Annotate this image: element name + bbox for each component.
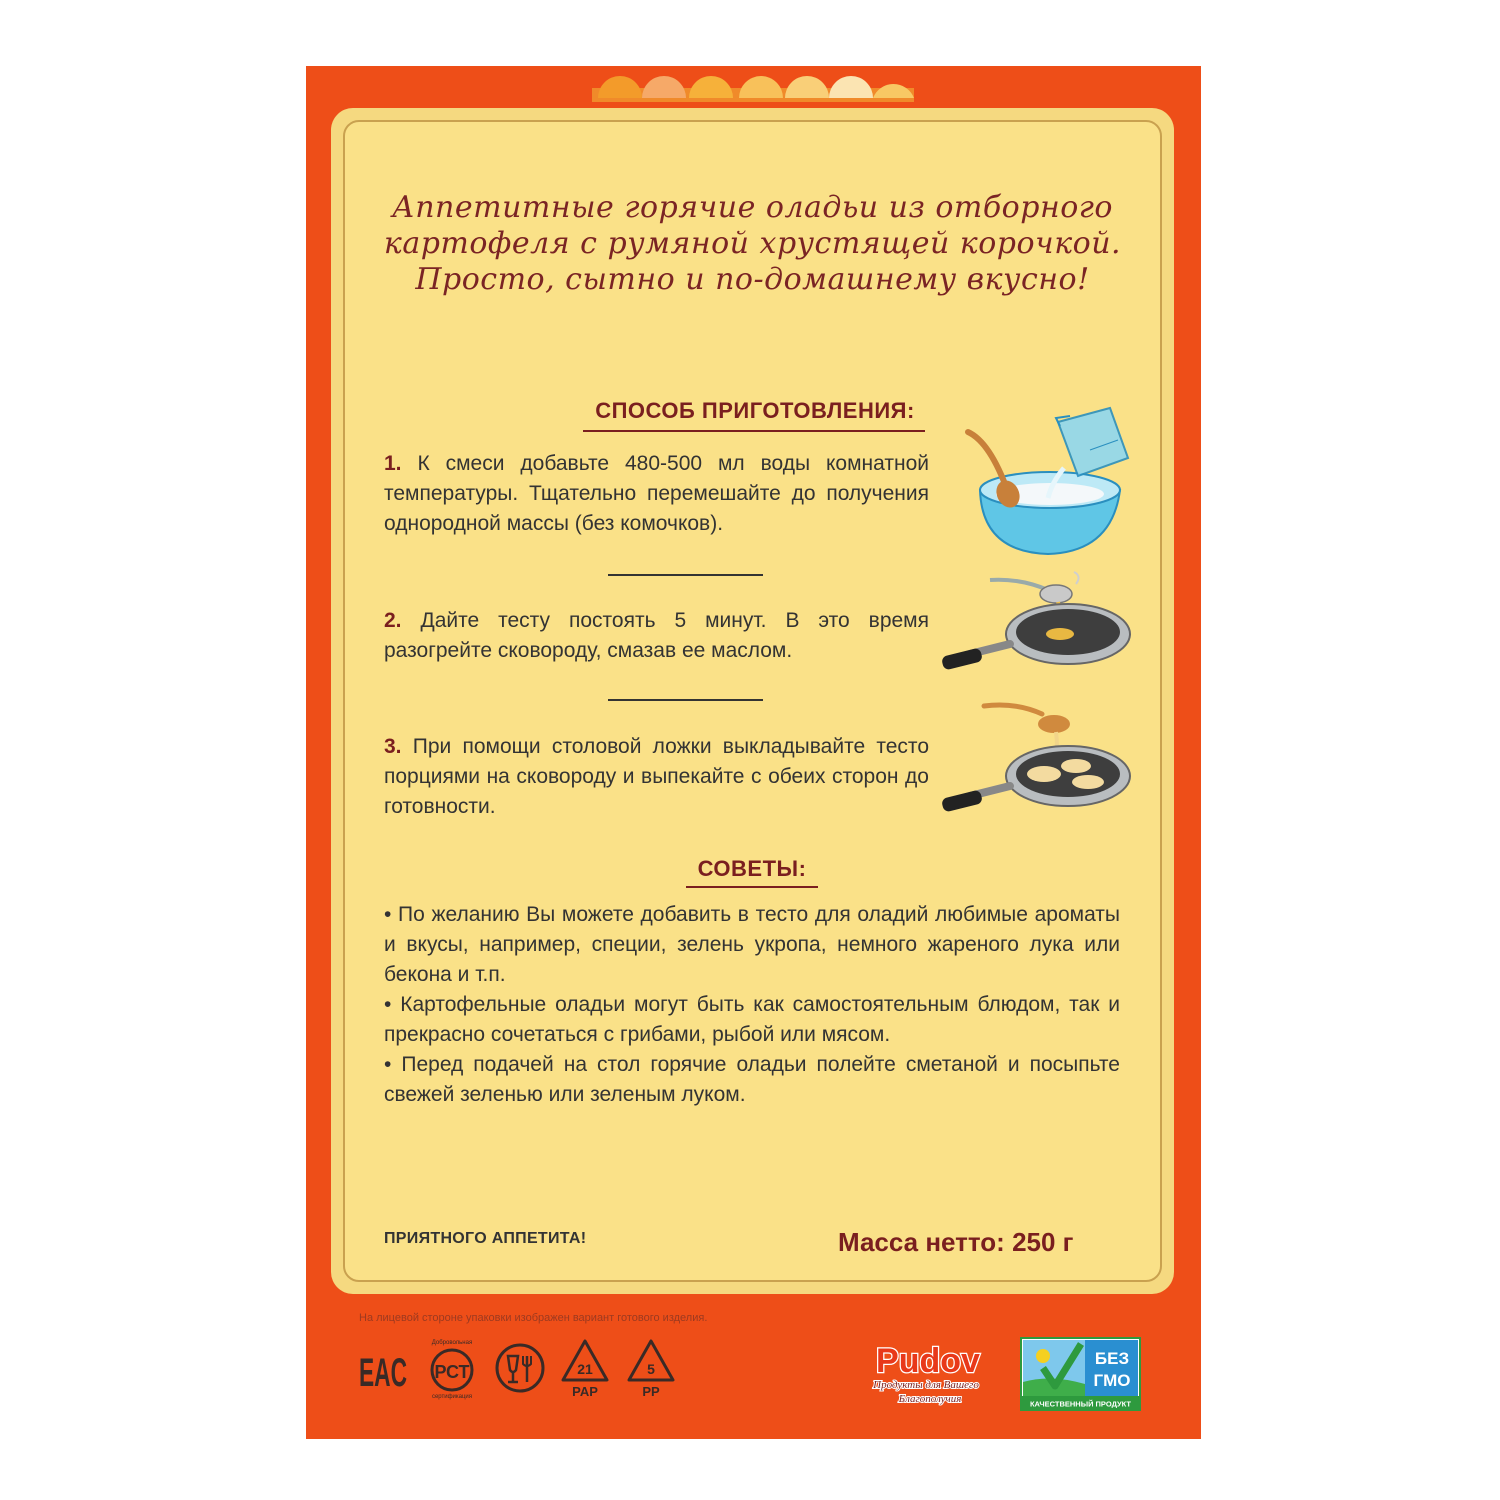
step-3 [384,732,929,822]
step-number: 2. [384,609,402,632]
svg-text:PAP: PAP [572,1384,598,1399]
tips-list [384,900,1120,1110]
step-divider [608,574,763,576]
svg-text:5: 5 [647,1361,655,1377]
svg-text:EAC: EAC [359,1351,407,1395]
recycle-pp-icon [626,1338,676,1400]
step-text: Дайте тесту постоять 5 минут. В это время разогрейте сковороду, смазав ее маслом. [384,609,929,662]
step-text: К смеси добавьте 480-500 мл воды комнатной температуры. Тщательно перемешайте до получения однородной массы (без комочков). [384,452,929,535]
tips-heading: СОВЕТЫ: [697,856,807,881]
decorative-scallops [592,68,914,102]
svg-text:Продукты для Вашего: Продукты для Вашего [873,1379,979,1391]
closing-text: ПРИЯТНОГО АППЕТИТА! [384,1230,587,1247]
tip-item: • Картофельные оладьи могут быть как самостоятельным блюдом, так и прекрасно сочетаться с грибами, рыбой или мясом. [384,993,1120,1046]
svg-text:21: 21 [577,1361,593,1377]
svg-text:КАЧЕСТВЕННЫЙ ПРОДУКТ: КАЧЕСТВЕННЫЙ ПРОДУКТ [1029,1399,1132,1409]
method-heading-underline [583,430,925,432]
food-safe-icon [494,1342,546,1394]
step-number: 3. [384,735,402,758]
gmo-free-badge [1021,1338,1140,1410]
pan-oil-illustration [940,572,1136,682]
pudov-logo [866,1340,990,1408]
tip-item: • Перед подачей на стол горячие оладьи полейте сметаной и посыпьте свежей зеленью или зеленым луком. [384,1053,1120,1106]
svg-text:Благополучия: Благополучия [898,1393,962,1405]
method-heading: СПОСОБ ПРИГОТОВЛЕНИЯ: [595,398,915,423]
step-number: 1. [384,452,402,475]
step-2 [384,606,929,666]
recycle-pap-icon [560,1338,610,1400]
rst-certification-icon [422,1336,482,1400]
svg-text:Pudov: Pudov [876,1342,980,1380]
svg-text:ГМО: ГМО [1093,1371,1131,1390]
mixing-bowl-illustration [960,402,1140,562]
pan-pancakes-illustration [940,700,1136,824]
svg-text:сертификация: сертификация [431,1394,473,1400]
svg-text:БЕЗ: БЕЗ [1094,1349,1130,1368]
footnote: На лицевой стороне упаковки изображен вариант готового изделия. [359,1312,708,1324]
step-text: При помощи столовой ложки выкладывайте тесто порциями на сковороду и выпекайте с обеих сторон до готовности. [384,735,929,818]
tips-heading-underline [686,886,818,888]
step-divider [608,699,763,701]
net-weight: Масса нетто: 250 г [838,1227,1074,1257]
svg-text:Добровольная: Добровольная [431,1340,473,1346]
tip-item: • По желанию Вы можете добавить в тесто для оладий любимые ароматы и вкусы, например, специи, зелень укропа, немного жареного лука или бекона и т.п. [384,903,1120,986]
svg-text:PP: PP [642,1384,660,1399]
eac-mark-icon [357,1342,409,1394]
svg-text:РСТ: РСТ [434,1362,470,1382]
step-1 [384,449,929,539]
intro-text: Аппетитные горячие оладьи из отборного картофеля с румяной хрустящей корочкой. Просто, сытно и по-домашнему вкусно! [383,190,1122,297]
